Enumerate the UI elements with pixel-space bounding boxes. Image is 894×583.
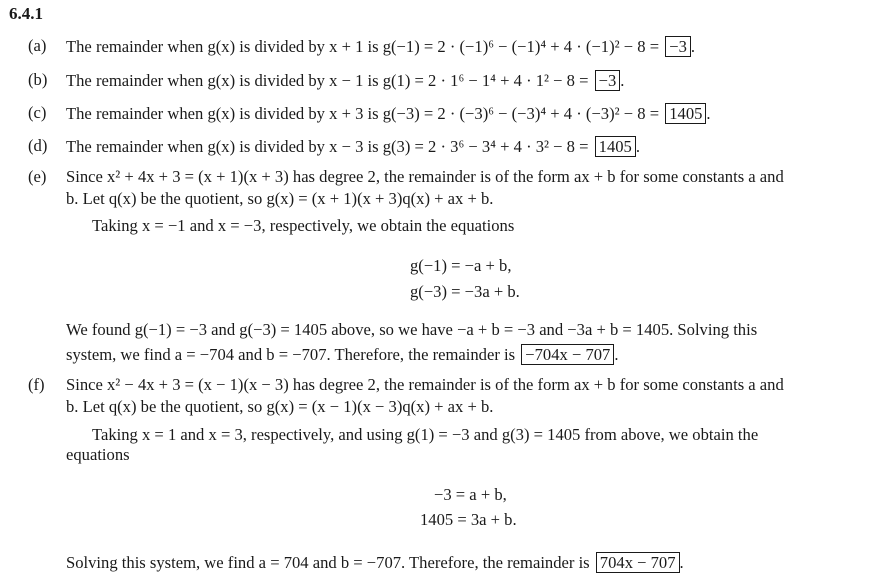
- part-f-equation-1: −3 = a + b,: [434, 485, 507, 504]
- part-b-statement: The remainder when g(x) is divided by x − 1 is g(1) = 2 · 1⁶ − 1⁴ + 4 · 1² − 8 =: [66, 71, 589, 90]
- part-a-statement: The remainder when g(x) is divided by x + 1 is g(−1) = 2 · (−1)⁶ − (−1)⁴ + 4 · (−1)² − 8 =: [66, 37, 660, 56]
- part-b-answer-box: −3: [595, 70, 621, 91]
- part-c-statement: The remainder when g(x) is divided by x + 3 is g(−3) = 2 · (−3)⁶ − (−3)⁴ + 4 · (−3)² − 8 =: [66, 104, 660, 123]
- part-d-label: (d): [28, 136, 48, 155]
- part-d-answer-box: 1405: [595, 136, 636, 157]
- part-b-tail: .: [620, 71, 625, 90]
- part-f-statement: Solving this system, we find a = 704 and b = −707. Therefore, the remainder is: [66, 553, 590, 572]
- part-e-line5: [66, 344, 619, 365]
- part-c-answer-box: 1405: [665, 103, 706, 124]
- part-a-text: [66, 36, 695, 57]
- part-e-line2: b. Let q(x) be the quotient, so g(x) = (x + 1)(x + 3)q(x) + ax + b.: [66, 189, 494, 208]
- part-b-text: [66, 70, 624, 91]
- part-f-line5: [66, 552, 684, 573]
- part-f-line2: b. Let q(x) be the quotient, so g(x) = (x − 1)(x − 3)q(x) + ax + b.: [66, 397, 494, 416]
- part-f-label: (f): [28, 375, 45, 394]
- part-e-label: (e): [28, 167, 47, 186]
- part-a-answer-box: −3: [665, 36, 691, 57]
- part-a-label: (a): [28, 36, 47, 55]
- part-e-line1: Since x² + 4x + 3 = (x + 1)(x + 3) has degree 2, the remainder is of the form ax + b for some constants a and: [66, 167, 784, 186]
- part-c-label: (c): [28, 103, 47, 122]
- section-heading: 6.4.1: [9, 4, 43, 23]
- part-f-tail: .: [679, 553, 684, 572]
- part-d-text: [66, 136, 640, 157]
- part-e-equation-2: g(−3) = −3a + b.: [410, 282, 520, 301]
- part-c-text: [66, 103, 711, 124]
- part-f-line1: Since x² − 4x + 3 = (x − 1)(x − 3) has degree 2, the remainder is of the form ax + b for some constants a and: [66, 375, 784, 394]
- part-a-tail: .: [690, 37, 696, 56]
- part-f-line3: Taking x = 1 and x = 3, respectively, and using g(1) = −3 and g(3) = 1405 from above, we obtain the: [92, 425, 759, 444]
- part-e-line3: Taking x = −1 and x = −3, respectively, we obtain the equations: [92, 216, 515, 235]
- part-c-tail: .: [706, 104, 711, 123]
- part-d-tail: .: [635, 137, 640, 156]
- part-b-label: (b): [28, 70, 48, 89]
- part-f-equation-2: 1405 = 3a + b.: [420, 510, 517, 529]
- part-e-tail: .: [614, 345, 619, 364]
- part-e-line4: We found g(−1) = −3 and g(−3) = 1405 above, so we have −a + b = −3 and −3a + b = 1405. Solving this: [66, 320, 758, 339]
- part-e-equation-1: g(−1) = −a + b,: [410, 256, 512, 275]
- part-f-answer-box: 704x − 707: [596, 552, 680, 573]
- part-e-statement: system, we find a = −704 and b = −707. Therefore, the remainder is: [66, 345, 516, 364]
- part-d-statement: The remainder when g(x) is divided by x − 3 is g(3) = 2 · 3⁶ − 3⁴ + 4 · 3² − 8 =: [66, 137, 589, 156]
- part-e-answer-box: −704x − 707: [521, 344, 614, 365]
- part-f-line4: equations: [66, 445, 130, 464]
